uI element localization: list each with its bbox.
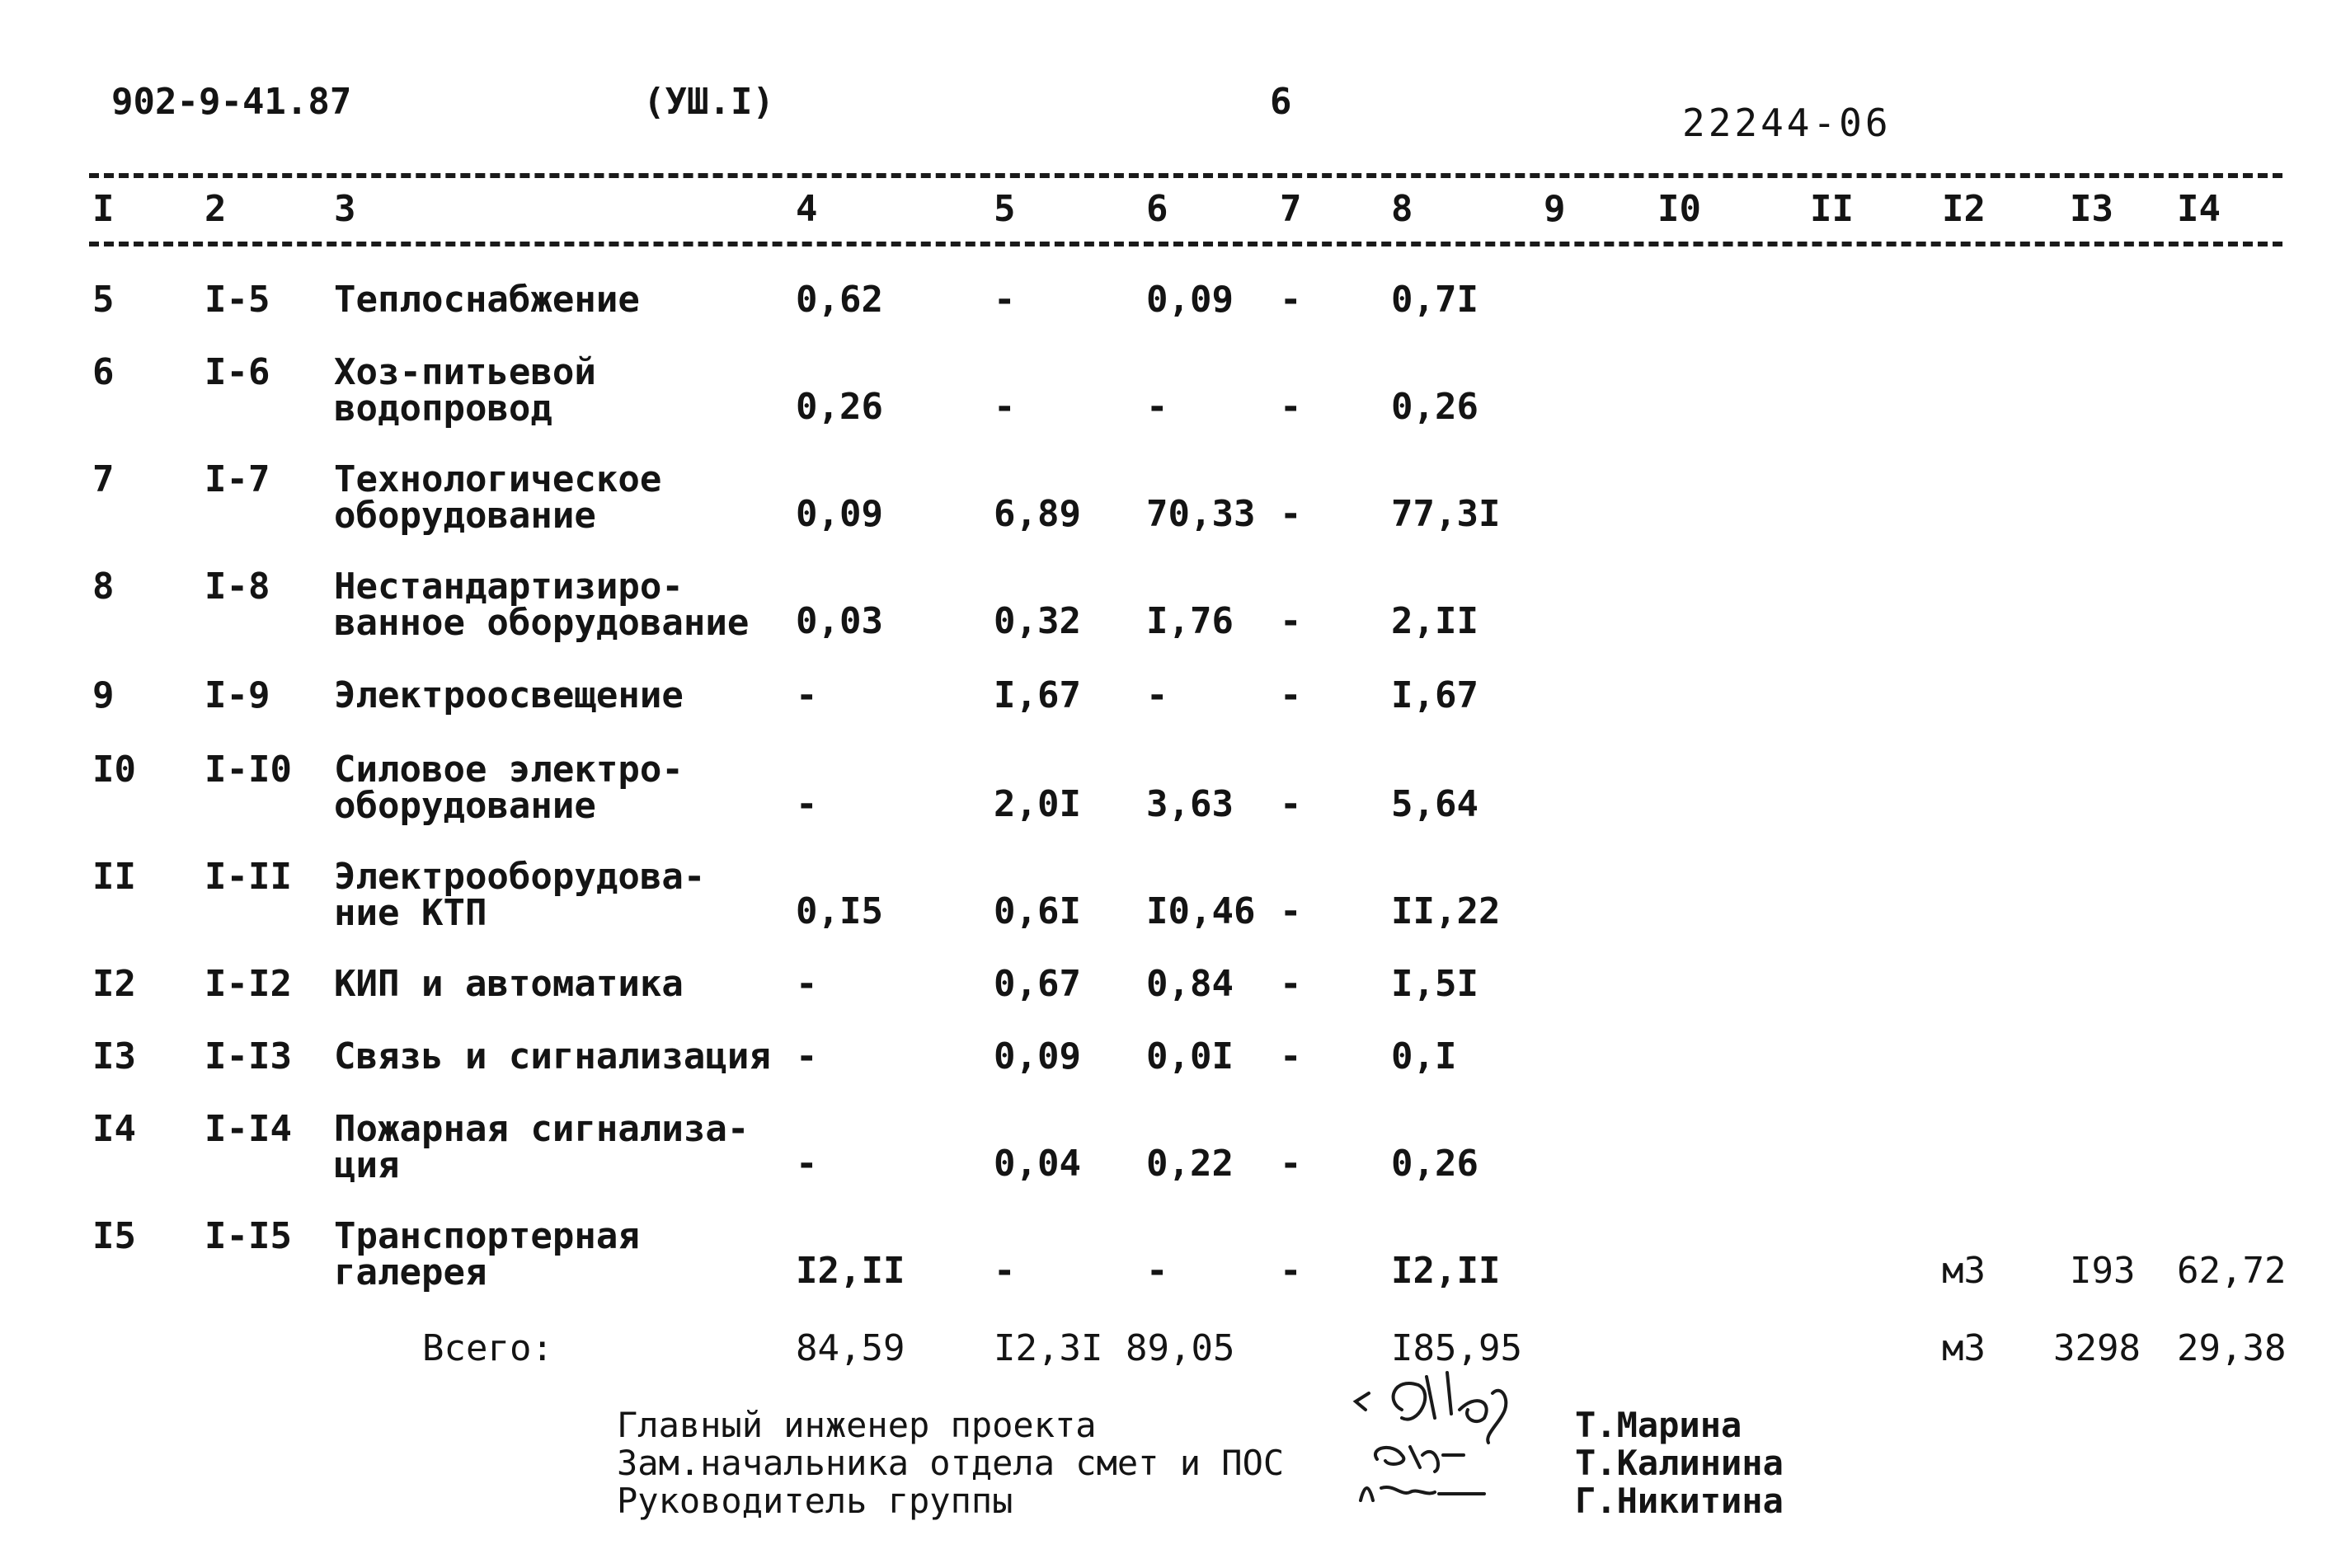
row-number: II [92,856,136,898]
cell-value: 0,09 [994,1035,1081,1077]
cell-value: 2,0I [994,783,1081,825]
column-header: I [92,188,115,230]
cell-value: - [796,1035,818,1077]
page-number: 6 [1270,81,1292,123]
cell-value: - [1280,279,1302,321]
row-name-cont: ние КТП [334,892,487,934]
row-code: I-I2 [204,963,292,1005]
cell-value: 0,67 [994,963,1081,1005]
unit-value: м3 [1942,1250,1986,1292]
cell-value: - [1280,493,1302,535]
row-code: I-II [204,856,292,898]
signatory-position: Зам.начальника отдела смет и ПОС [617,1443,1285,1483]
total-quantity: 3298 [2053,1327,2141,1369]
cell-value: 0,7I [1391,279,1478,321]
header-rule-bottom [89,242,2282,246]
cell-value: I,5I [1391,963,1478,1005]
column-header: I0 [1657,188,1701,230]
cell-value: - [796,1143,818,1185]
column-header: 5 [994,188,1016,230]
row-name: Нестандартизиро- [334,566,684,608]
cell-value: 0,09 [796,493,883,535]
row-name-cont: галерея [334,1251,487,1293]
cell-value: - [796,963,818,1005]
row-code: I-6 [204,351,270,393]
cell-value: 0,03 [796,600,883,642]
row-name-cont: оборудование [334,785,596,827]
cell-value: 0,6I [994,890,1081,932]
cell-value: I,67 [994,674,1081,716]
cell-value: - [796,674,818,716]
cell-value: 0,22 [1146,1143,1234,1185]
header-rule-top [89,173,2282,178]
column-header: 3 [334,188,356,230]
cell-value: I,67 [1391,674,1478,716]
signatory-name: Т.Калинина [1575,1443,1784,1483]
signatory-position: Главный инженер проекта [617,1405,1097,1445]
cell-value: 0,84 [1146,963,1234,1005]
cell-value: 5,64 [1391,783,1478,825]
row-code: I-8 [204,566,270,608]
cell-value: - [1280,674,1302,716]
row-number: 8 [92,566,115,608]
column-header: 4 [796,188,818,230]
row-name: Электроосвещение [334,674,684,716]
section-code: (УШ.I) [643,81,774,123]
cell-value: 70,33 [1146,493,1256,535]
cell-value: I2,II [796,1250,905,1292]
signatory-name: Т.Марина [1575,1405,1742,1445]
cell-value: 0,I [1391,1035,1457,1077]
cell-value: - [1280,1143,1302,1185]
row-name: КИП и автоматика [334,963,684,1005]
column-header: 2 [204,188,227,230]
signatory-name: Г.Никитина [1575,1481,1784,1521]
cell-value: 0,I5 [796,890,883,932]
cell-value: 0,32 [994,600,1081,642]
cell-value: - [994,279,1016,321]
cell-value: 0,26 [796,386,883,428]
cell-value: 0,62 [796,279,883,321]
cell-value: I2,II [1391,1250,1501,1292]
cell-value: - [1280,963,1302,1005]
row-name: Теплоснабжение [334,279,640,321]
row-number: I0 [92,749,136,791]
cell-value: II,22 [1391,890,1501,932]
cell-value: - [1280,600,1302,642]
row-number: 7 [92,458,115,500]
row-number: I3 [92,1035,136,1077]
signatory-position: Руководитель группы [617,1481,1013,1521]
cell-value: - [994,386,1016,428]
cell-value: I,76 [1146,600,1234,642]
price-value: 62,72 [2177,1250,2287,1292]
row-name: Электрооборудова- [334,856,706,898]
row-code: I-5 [204,279,270,321]
cell-value: - [1146,674,1168,716]
cell-value: - [1280,783,1302,825]
quantity-value: I93 [2070,1250,2136,1292]
row-name-cont: ция [334,1144,400,1186]
row-number: I5 [92,1215,136,1257]
cell-value: - [1280,1250,1302,1292]
row-code: I-I0 [204,749,292,791]
row-name: Транспортерная [334,1215,640,1257]
column-header: 9 [1544,188,1566,230]
cell-value: - [796,783,818,825]
column-header: 7 [1280,188,1302,230]
cell-value: 0,26 [1391,1143,1478,1185]
document-code: 902-9-41.87 [111,81,352,123]
cell-value: 0,0I [1146,1035,1234,1077]
total-value: I2,3I [994,1327,1103,1369]
column-header: 6 [1146,188,1168,230]
row-name: Силовое электро- [334,749,684,791]
row-number: I2 [92,963,136,1005]
total-value: 89,05 [1126,1327,1235,1369]
total-label: Всего: [422,1327,553,1369]
cell-value: - [1146,1250,1168,1292]
cell-value: - [994,1250,1016,1292]
row-name: Технологическое [334,458,662,500]
cell-value: - [1280,1035,1302,1077]
row-number: 6 [92,351,115,393]
row-name: Хоз-питьевой [334,351,596,393]
column-header: 8 [1391,188,1413,230]
row-code: I-I3 [204,1035,292,1077]
row-code: I-7 [204,458,270,500]
column-header: I3 [2070,188,2113,230]
cell-value: 0,04 [994,1143,1081,1185]
row-name: Связь и сигнализация [334,1035,771,1077]
cell-value: 3,63 [1146,783,1234,825]
total-value: I85,95 [1391,1327,1522,1369]
cell-value: - [1280,890,1302,932]
inventory-number: 22244-06 [1682,101,1892,145]
cell-value: 2,II [1391,600,1478,642]
column-header: I4 [2177,188,2221,230]
cell-value: I0,46 [1146,890,1256,932]
column-header: II [1810,188,1854,230]
cell-value: - [1146,386,1168,428]
cell-value: 0,26 [1391,386,1478,428]
total-price: 29,38 [2177,1327,2287,1369]
cell-value: 77,3I [1391,493,1501,535]
handwritten-signature [1344,1360,1558,1509]
row-name-cont: водопровод [334,387,552,430]
total-value: 84,59 [796,1327,905,1369]
row-number: 9 [92,674,115,716]
row-name-cont: ванное оборудование [334,602,750,644]
row-number: 5 [92,279,115,321]
total-unit: м3 [1942,1327,1986,1369]
row-code: I-9 [204,674,270,716]
row-code: I-I4 [204,1108,292,1150]
row-name-cont: оборудование [334,495,596,537]
cell-value: - [1280,386,1302,428]
cell-value: 6,89 [994,493,1081,535]
row-name: Пожарная сигнализа- [334,1108,750,1150]
cell-value: 0,09 [1146,279,1234,321]
row-code: I-I5 [204,1215,292,1257]
row-number: I4 [92,1108,136,1150]
column-header: I2 [1942,188,1986,230]
